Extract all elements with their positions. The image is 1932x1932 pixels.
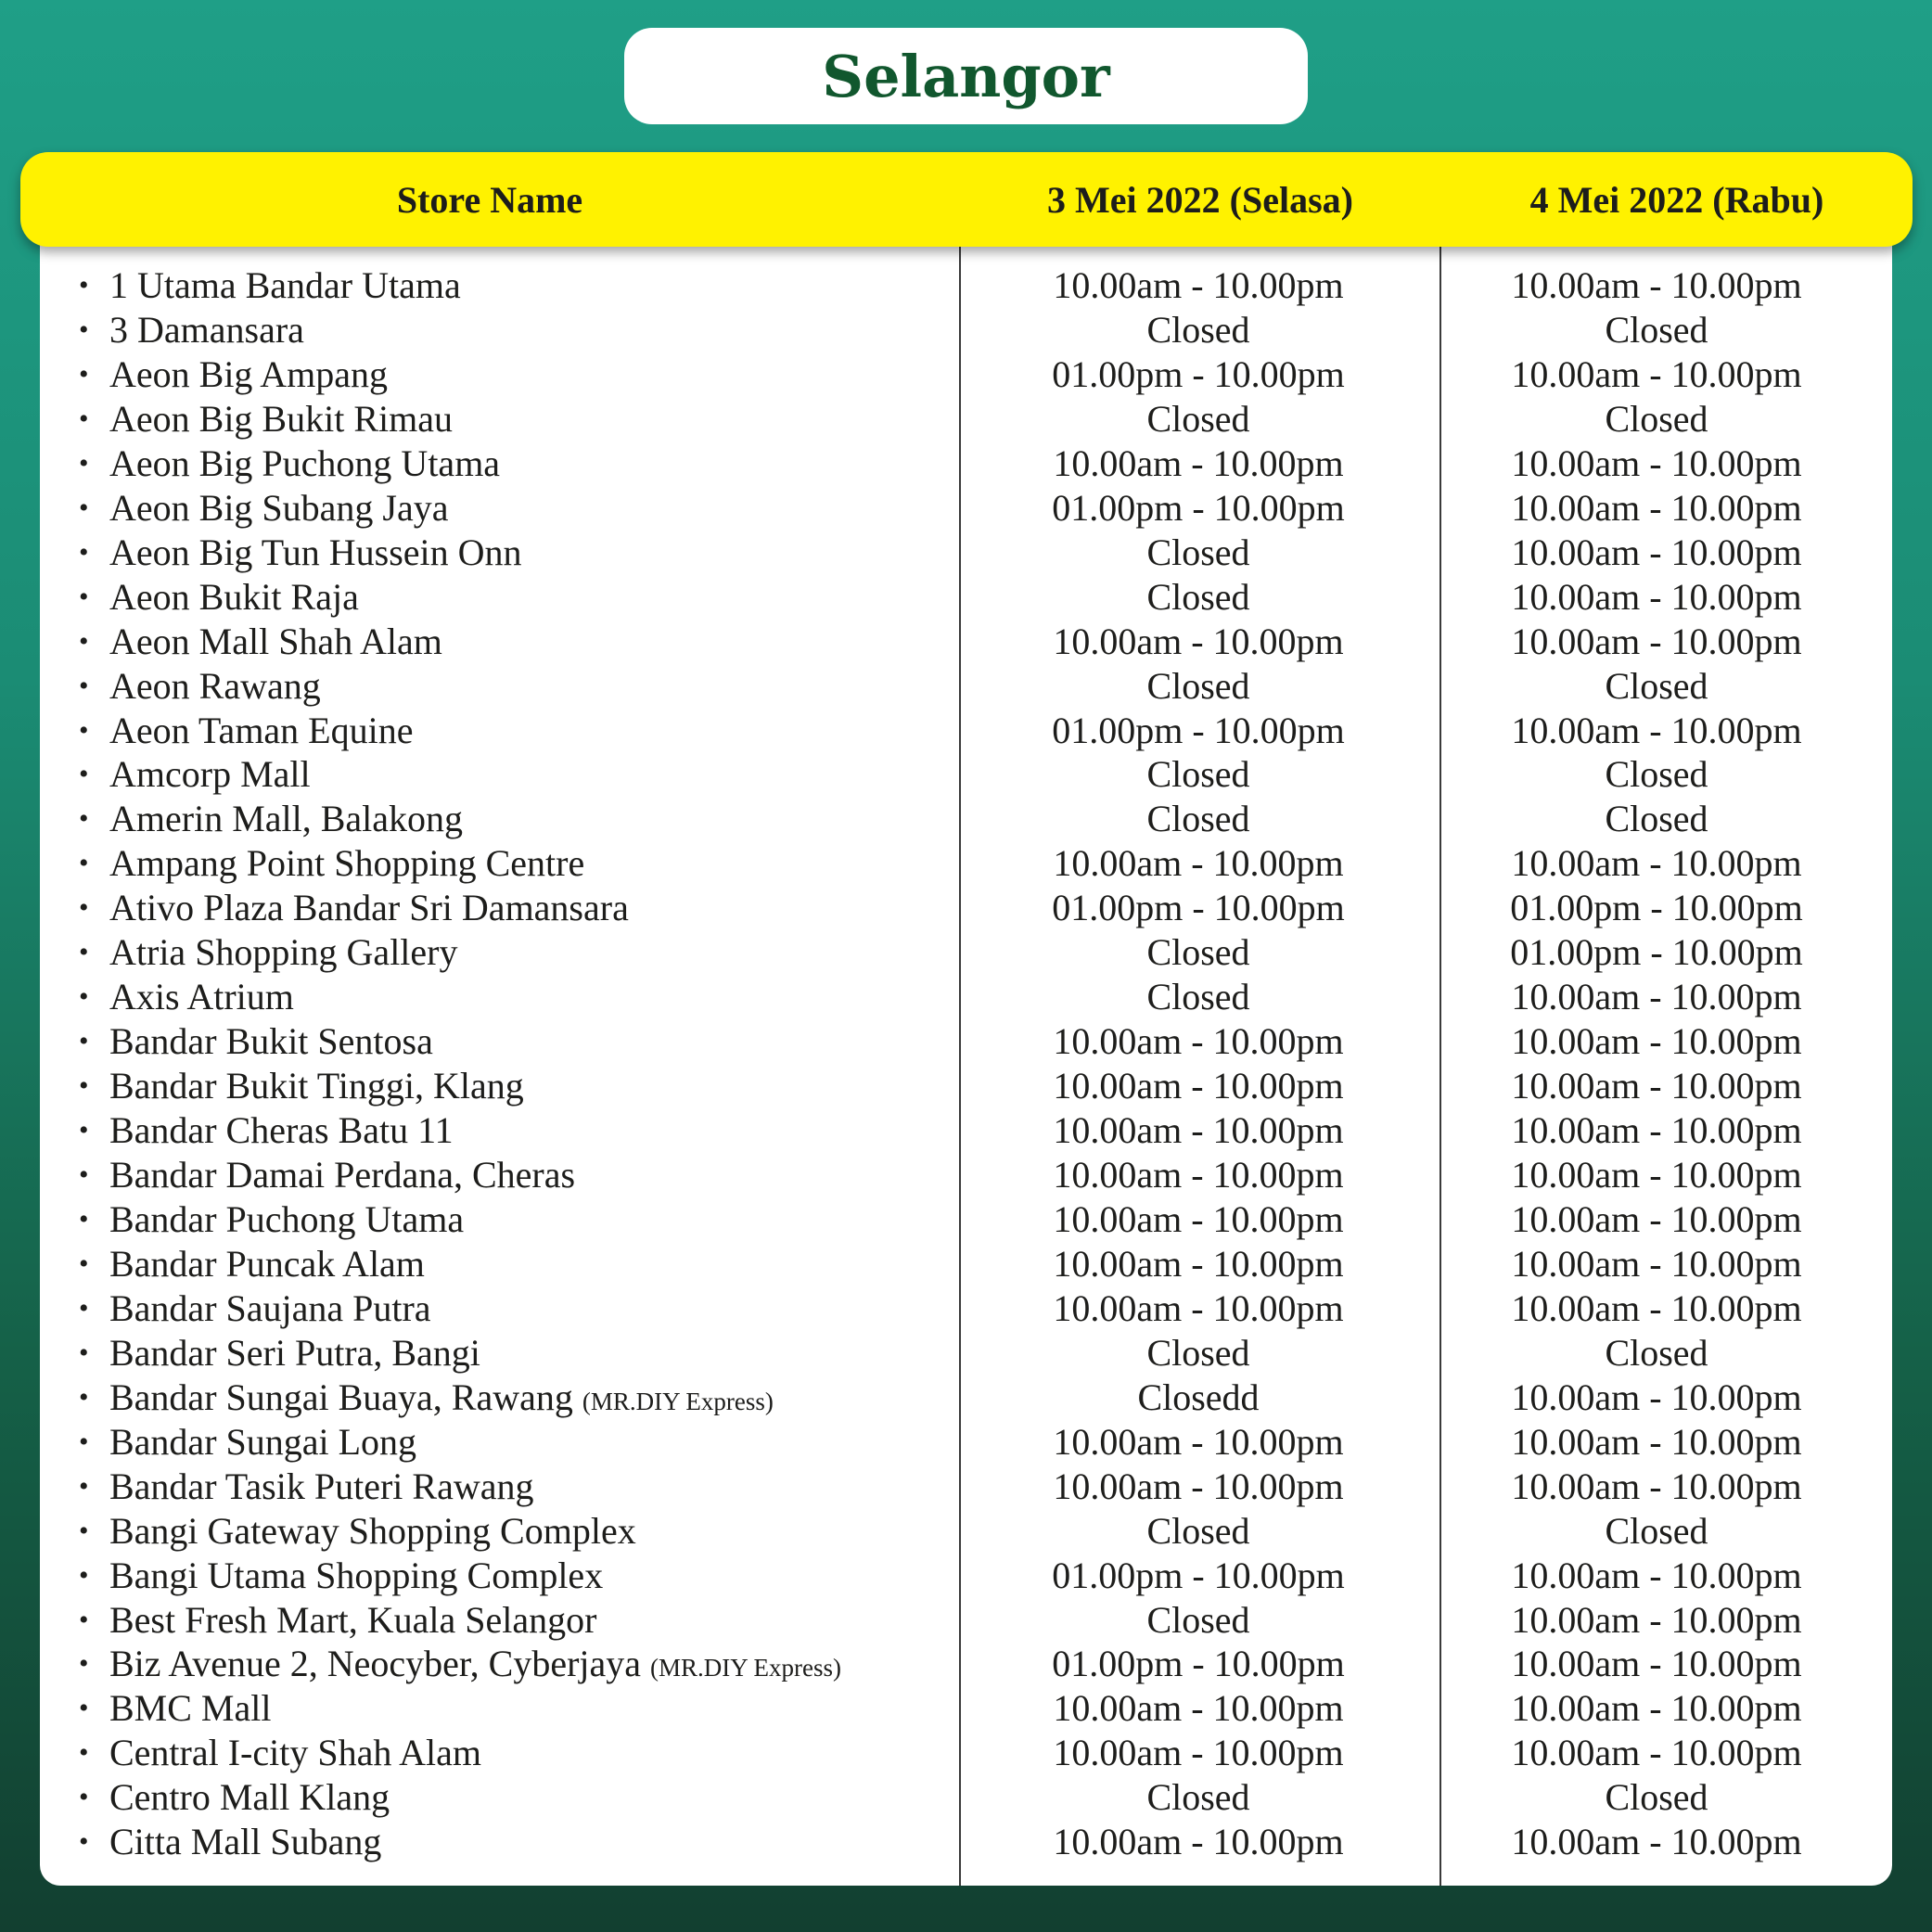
table-row [0,975,1932,1019]
store-name-cell [79,664,321,709]
hours-date-2: Closed [1605,1776,1708,1819]
bullet-icon: • [79,803,89,835]
hours-date-1: Closed [1146,931,1250,974]
hours-date-2: 10.00am - 10.00pm [1511,1465,1802,1507]
hours-date-2: 10.00am - 10.00pm [1511,531,1802,573]
hours-date-1: Closed [1146,397,1250,440]
store-name: 1 Utama Bandar Utama [109,264,461,306]
hours-date-2: 10.00am - 10.00pm [1511,1375,1802,1418]
table-row [0,1153,1932,1197]
hours-date-2: 10.00am - 10.00pm [1511,1554,1802,1596]
table-row [0,1598,1932,1643]
hours-date-2: 10.00am - 10.00pm [1511,1420,1802,1463]
hours-date-1: 10.00am - 10.00pm [1053,1732,1344,1774]
store-name: Aeon Mall Shah Alam [109,620,442,662]
store-name-cell [79,1509,636,1554]
store-name-cell [79,486,449,531]
hours-date-2: 10.00am - 10.00pm [1511,1109,1802,1152]
hours-date-2: Closed [1605,397,1708,440]
hours-date-1: Closed [1146,664,1250,707]
hours-date-1: 10.00am - 10.00pm [1053,842,1344,885]
region-title: Selangor [822,42,1110,110]
store-name: Bandar Damai Perdana, Cheras [109,1154,576,1196]
hours-date-1: 10.00am - 10.00pm [1053,1197,1344,1240]
store-name-cell [79,1242,425,1286]
hours-date-2: Closed [1605,1509,1708,1552]
bullet-icon: • [79,625,89,657]
bullet-icon: • [79,1159,89,1190]
table-row [0,308,1932,352]
hours-date-1: Closed [1146,1776,1250,1819]
hours-date-1: 10.00am - 10.00pm [1053,1154,1344,1196]
table-row [0,1820,1932,1864]
store-name-cell [79,263,461,308]
hours-date-2: 10.00am - 10.00pm [1511,1020,1802,1063]
store-name: Bandar Seri Putra, Bangi [109,1331,480,1374]
hours-date-1: 01.00pm - 10.00pm [1052,887,1345,929]
hours-date-2: 01.00pm - 10.00pm [1510,931,1803,974]
store-name: Bandar Tasik Puteri Rawang [109,1465,534,1507]
header-store-name: Store Name [396,178,583,221]
table-row [0,709,1932,753]
hours-date-1: 01.00pm - 10.00pm [1052,352,1345,395]
hours-date-1: Closed [1146,976,1250,1018]
bullet-icon: • [79,1203,89,1235]
bullet-icon: • [79,714,89,746]
hours-date-2: 10.00am - 10.00pm [1511,1154,1802,1196]
store-name-cell [79,1598,596,1643]
table-row [0,1686,1932,1731]
table-row [0,1554,1932,1598]
store-name-cell [79,1420,416,1465]
hours-date-2: Closed [1605,308,1708,351]
bullet-icon: • [79,1559,89,1591]
table-row [0,797,1932,841]
store-name: Aeon Rawang [109,664,321,707]
bullet-icon: • [79,1648,89,1680]
hours-date-2: 10.00am - 10.00pm [1511,620,1802,662]
bullet-icon: • [79,313,89,345]
table-row [0,1331,1932,1375]
bullet-icon: • [79,270,89,301]
store-name: Bandar Saujana Putra [109,1286,431,1329]
bullet-icon: • [79,403,89,434]
hours-date-1: Closed [1146,798,1250,840]
bullet-icon: • [79,1381,89,1413]
hours-date-1: Closed [1146,1598,1250,1641]
bullet-icon: • [79,1782,89,1813]
store-name-cell [79,1153,575,1197]
table-row [0,1108,1932,1153]
table-row [0,486,1932,531]
table-row [0,531,1932,575]
store-name-cell [79,1375,774,1424]
store-name-cell [79,441,500,486]
table-row [0,397,1932,441]
hours-date-2: 10.00am - 10.00pm [1511,1821,1802,1863]
store-name: Biz Avenue 2, Neocyber, Cyberjaya [109,1643,642,1685]
hours-date-1: Closed [1146,1509,1250,1552]
bullet-icon: • [79,1604,89,1635]
table-row [0,1509,1932,1554]
store-name: Bandar Puncak Alam [109,1242,425,1285]
hours-date-2: Closed [1605,1331,1708,1374]
store-name: Ampang Point Shopping Centre [109,842,585,885]
store-name-cell [79,308,304,352]
store-name-cell [79,620,442,664]
store-name-cell [79,752,311,797]
table-row [0,664,1932,709]
bullet-icon: • [79,848,89,879]
store-name-cell [79,1197,464,1242]
hours-date-1: 10.00am - 10.00pm [1053,441,1344,484]
hours-date-2: Closed [1605,664,1708,707]
hours-date-1: 10.00am - 10.00pm [1053,620,1344,662]
store-name-cell [79,575,359,620]
store-name-cell [79,930,458,975]
store-name-cell [79,1465,533,1509]
store-name: Bangi Utama Shopping Complex [109,1554,604,1596]
table-row [0,1286,1932,1331]
hours-date-1: Closed [1146,753,1250,796]
store-name-cell [79,352,388,397]
store-name: Bandar Bukit Sentosa [109,1020,433,1063]
table-row [0,575,1932,620]
header-date-2: 4 Mei 2022 (Rabu) [1529,178,1824,221]
table-row [0,1375,1932,1420]
hours-date-1: 10.00am - 10.00pm [1053,1420,1344,1463]
table-row [0,886,1932,930]
hours-date-2: 10.00am - 10.00pm [1511,1286,1802,1329]
store-name: Aeon Big Tun Hussein Onn [109,531,522,573]
store-name-cell [79,1731,481,1775]
store-name: 3 Damansara [109,308,304,351]
hours-date-2: 10.00am - 10.00pm [1511,709,1802,751]
store-name: Bandar Puchong Utama [109,1197,465,1240]
store-name: Aeon Bukit Raja [109,575,359,618]
store-name-cell [79,1108,454,1153]
store-name: Bangi Gateway Shopping Complex [109,1509,636,1552]
store-name: Ativo Plaza Bandar Sri Damansara [109,887,629,929]
bullet-icon: • [79,759,89,790]
store-name-cell [79,709,413,753]
table-row [0,1064,1932,1108]
bullet-icon: • [79,981,89,1013]
table-row [0,352,1932,397]
hours-date-1: Closed [1146,531,1250,573]
store-name: Citta Mall Subang [109,1821,382,1863]
hours-date-2: 10.00am - 10.00pm [1511,976,1802,1018]
hours-date-1: 01.00pm - 10.00pm [1052,1643,1345,1685]
hours-date-1: 10.00am - 10.00pm [1053,1465,1344,1507]
hours-date-2: 10.00am - 10.00pm [1511,1598,1802,1641]
table-row [0,1242,1932,1286]
bullet-icon: • [79,1026,89,1057]
hours-date-2: 10.00am - 10.00pm [1511,352,1802,395]
store-name: Bandar Sungai Buaya, Rawang [109,1375,573,1418]
hours-date-1: 01.00pm - 10.00pm [1052,709,1345,751]
bullet-icon: • [79,492,89,523]
store-name-cell [79,1775,390,1820]
hours-date-2: 10.00am - 10.00pm [1511,441,1802,484]
store-name: Bandar Sungai Long [109,1420,417,1463]
table-row [0,620,1932,664]
table-row [0,1197,1932,1242]
hours-date-1: Closed [1146,1331,1250,1374]
table-header [20,152,1913,247]
hours-date-1: Closed [1146,575,1250,618]
store-type-note: (MR.DIY Express) [582,1387,774,1415]
hours-date-1: 10.00am - 10.00pm [1053,1109,1344,1152]
bullet-icon: • [79,1292,89,1324]
store-name: Central I-city Shah Alam [109,1732,482,1774]
hours-date-1: Closed [1146,308,1250,351]
store-name-cell [79,1064,524,1108]
store-name-cell [79,1019,433,1064]
store-name: Axis Atrium [109,976,294,1018]
store-name: Bandar Bukit Tinggi, Klang [109,1065,524,1107]
hours-date-1: 01.00pm - 10.00pm [1052,486,1345,529]
bullet-icon: • [79,1115,89,1146]
bullet-icon: • [79,1515,89,1546]
store-name-cell [79,975,294,1019]
store-name: BMC Mall [109,1687,272,1730]
hours-date-2: Closed [1605,753,1708,796]
hours-date-2: 01.00pm - 10.00pm [1510,887,1803,929]
table-row [0,1731,1932,1775]
hours-date-2: Closed [1605,798,1708,840]
bullet-icon: • [79,581,89,612]
hours-date-1: 10.00am - 10.00pm [1053,1065,1344,1107]
bullet-icon: • [79,1693,89,1724]
table-row [0,930,1932,975]
store-name-cell [79,886,629,930]
store-name: Centro Mall Klang [109,1776,390,1819]
store-name-cell [79,531,522,575]
store-name: Amcorp Mall [109,753,311,796]
table-row [0,1775,1932,1820]
region-title-box [624,28,1308,124]
table-row [0,1420,1932,1465]
table-row [0,1465,1932,1509]
store-name: Amerin Mall, Balakong [109,798,464,840]
bullet-icon: • [79,670,89,701]
store-name-cell [79,1642,841,1690]
hours-date-1: 10.00am - 10.00pm [1053,1242,1344,1285]
hours-date-2: 10.00am - 10.00pm [1511,1643,1802,1685]
store-name-cell [79,1286,431,1331]
header-date-1: 3 Mei 2022 (Selasa) [1047,178,1353,221]
table-row [0,1019,1932,1064]
bullet-icon: • [79,358,89,390]
hours-date-1: 10.00am - 10.00pm [1053,264,1344,306]
bullet-icon: • [79,1470,89,1502]
bullet-icon: • [79,1070,89,1102]
hours-date-2: 10.00am - 10.00pm [1511,575,1802,618]
bullet-icon: • [79,447,89,479]
bullet-icon: • [79,1737,89,1769]
store-name: Best Fresh Mart, Kuala Selangor [109,1598,597,1641]
store-name-cell [79,397,453,441]
table-row [0,441,1932,486]
store-name: Aeon Big Subang Jaya [109,486,449,529]
hours-date-2: 10.00am - 10.00pm [1511,1732,1802,1774]
store-name: Aeon Big Bukit Rimau [109,397,453,440]
hours-date-1: Closedd [1137,1375,1260,1418]
hours-date-2: 10.00am - 10.00pm [1511,1687,1802,1730]
store-name: Aeon Big Puchong Utama [109,441,501,484]
hours-date-1: 10.00am - 10.00pm [1053,1687,1344,1730]
store-name: Bandar Cheras Batu 11 [109,1109,454,1152]
store-name: Atria Shopping Gallery [109,931,458,974]
store-name: Aeon Big Ampang [109,352,388,395]
table-row [0,752,1932,797]
bullet-icon: • [79,536,89,568]
bullet-icon: • [79,892,89,924]
table-row [0,1642,1932,1686]
store-name: Aeon Taman Equine [109,709,414,751]
store-name-cell [79,1554,603,1598]
bullet-icon: • [79,1337,89,1368]
hours-date-2: 10.00am - 10.00pm [1511,486,1802,529]
hours-date-1: 01.00pm - 10.00pm [1052,1554,1345,1596]
bullet-icon: • [79,1826,89,1858]
table-row [0,841,1932,886]
store-name-cell [79,797,463,841]
table-row [0,263,1932,308]
hours-date-1: 10.00am - 10.00pm [1053,1821,1344,1863]
hours-date-2: 10.00am - 10.00pm [1511,1242,1802,1285]
store-name-cell [79,841,584,886]
hours-date-1: 10.00am - 10.00pm [1053,1020,1344,1063]
store-name-cell [79,1686,271,1731]
bullet-icon: • [79,937,89,968]
store-type-note: (MR.DIY Express) [650,1654,841,1683]
bullet-icon: • [79,1426,89,1457]
hours-date-2: 10.00am - 10.00pm [1511,1065,1802,1107]
hours-date-2: 10.00am - 10.00pm [1511,264,1802,306]
hours-date-2: 10.00am - 10.00pm [1511,1197,1802,1240]
store-name-cell [79,1820,381,1864]
hours-date-2: 10.00am - 10.00pm [1511,842,1802,885]
hours-date-1: 10.00am - 10.00pm [1053,1286,1344,1329]
store-name-cell [79,1331,480,1375]
bullet-icon: • [79,1247,89,1279]
